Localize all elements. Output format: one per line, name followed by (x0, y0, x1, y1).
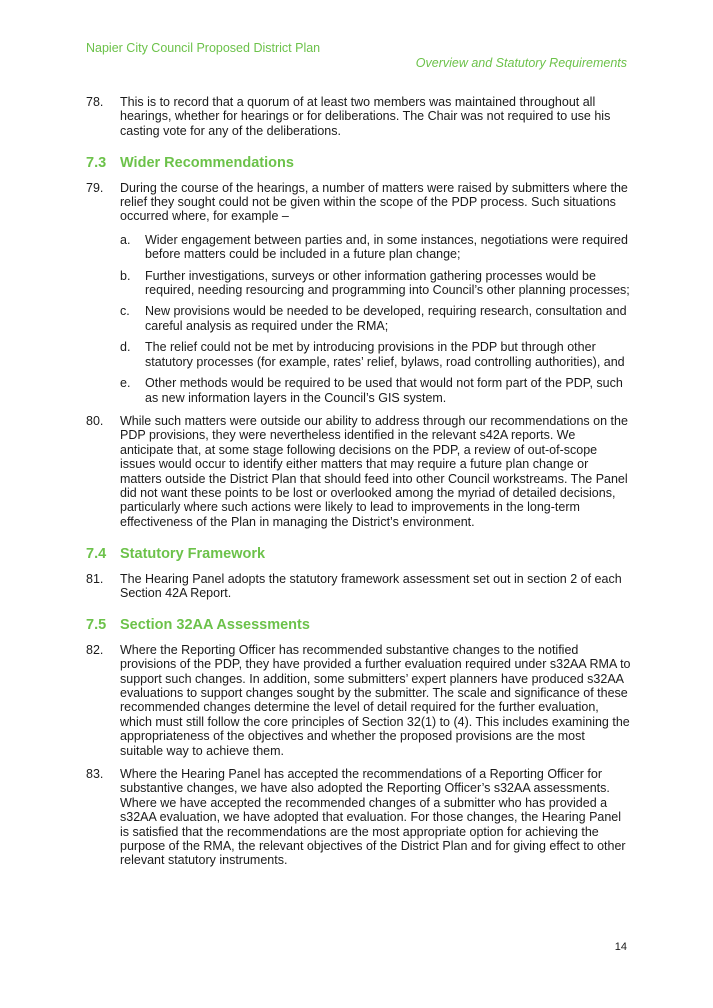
section-heading-7-5 (86, 618, 631, 632)
paragraph-82 (86, 643, 631, 758)
list-item (120, 340, 631, 369)
list-item-text: Other methods would be required to be used that would not form part of the PDP, such as new information layers in the Council’s GIS system. (145, 376, 623, 405)
paragraph-83 (86, 767, 631, 868)
paragraph-text: While such matters were outside our ability to address through our recommendations on the PDP provisions, they were nevertheless identified in the relevant s42A reports. We anticipate that, at some stage following decisions on the PDP, a review of out-of-scope issues would occur to identify either matters that may require a future plan change or matters outside the District Plan that should feed into other Council workstreams. The Panel did not want these points to be lost or overlooked among the myriad of detailed decisions, particularly where such actions were likely to lead to improvements in the long-term effectiveness of the Plan in managing the District’s environment. (120, 413, 628, 529)
paragraph-number: 78. (86, 95, 104, 109)
section-title: Wider Recommendations (120, 155, 294, 172)
section-title: Statutory Framework (120, 546, 266, 563)
list-item (120, 304, 631, 333)
paragraph-81 (86, 572, 631, 601)
section-heading-7-4 (86, 547, 631, 561)
list-item-letter: d. (120, 340, 131, 355)
list-item-letter: e. (120, 376, 131, 391)
paragraph-number: 79. (86, 180, 104, 195)
list-item-text: New provisions would be needed to be developed, requiring research, consultation and careful analysis as required under the RMA; (145, 304, 627, 333)
paragraph-number: 80. (86, 413, 104, 428)
section-title: Section 32AA Assessments (120, 617, 310, 634)
list-item-letter: b. (120, 268, 131, 283)
page-number: 14 (614, 941, 627, 953)
paragraph-text: Where the Reporting Officer has recommended substantive changes to the notified provisions of the PDP, they have provided a further evaluation required under s32AA RMA to support such changes. In addition, some submitters’ expert planners have produced s32AA evaluations to support changes sought by the submitter. The scale and significance of these recommended changes determine the level of detail required for the further evaluation, which must still follow the core principles of Section 32(1) to (4). This includes examining the appropriateness of the objectives and whether the proposed provisions are the most suitable way to achieve them. (120, 642, 631, 758)
list-item-letter: c. (120, 304, 130, 319)
list-item (120, 269, 631, 298)
sub-list (120, 233, 631, 405)
list-item (120, 233, 631, 262)
document-header-title: Napier City Council Proposed District Plan (86, 41, 321, 55)
paragraph-number: 82. (86, 642, 104, 657)
paragraph-80 (86, 414, 631, 529)
paragraph-text: Where the Hearing Panel has accepted the recommendations of a Reporting Officer for substantive changes, we have also adopted the Reporting Officer’s s32AA assessments. Where we have accepted the recommended changes of a submitter who has provided a s32AA evaluation, we have adopted that evaluation. For those changes, the Hearing Panel is satisfied that the recommendations are the most appropriate option for achieving the purpose of the RMA, the relevant objectives of the District Plan and for giving effect to other relevant statutory instruments. (120, 767, 626, 868)
section-number: 7.4 (86, 546, 107, 563)
paragraph-text: This is to record that a quorum of at least two members was maintained throughout all hearings, whether for hearings or for deliberations. The Chair was not required to use his casting vote for any of the deliberations. (120, 95, 611, 138)
paragraph-78 (86, 95, 631, 138)
page-content (86, 95, 631, 877)
paragraph-text: The Hearing Panel adopts the statutory framework assessment set out in section 2 of each Section 42A Report. (120, 571, 622, 600)
paragraph-number: 81. (86, 571, 104, 586)
paragraph-79 (86, 181, 631, 405)
list-item (120, 376, 631, 405)
section-number: 7.5 (86, 617, 107, 634)
list-item-text: The relief could not be met by introducing provisions in the PDP but through other statutory processes (for example, rates’ relief, bylaws, road controlling authorities), and (145, 340, 625, 369)
paragraph-text: During the course of the hearings, a number of matters were raised by submitters where the relief they sought could not be given within the scope of the PDP process. Such situations occurred where, for example – (120, 180, 628, 224)
document-header-section: Overview and Statutory Requirements (415, 56, 627, 70)
section-heading-7-3 (86, 156, 631, 170)
list-item-text: Further investigations, surveys or other information gathering processes would be required, needing resourcing and programming into Council’s other planning processes; (145, 268, 630, 298)
list-item-letter: a. (120, 232, 131, 247)
paragraph-number: 83. (86, 767, 104, 782)
section-number: 7.3 (86, 155, 107, 172)
list-item-text: Wider engagement between parties and, in some instances, negotiations were required before matters could be included in a future plan change; (145, 232, 628, 262)
